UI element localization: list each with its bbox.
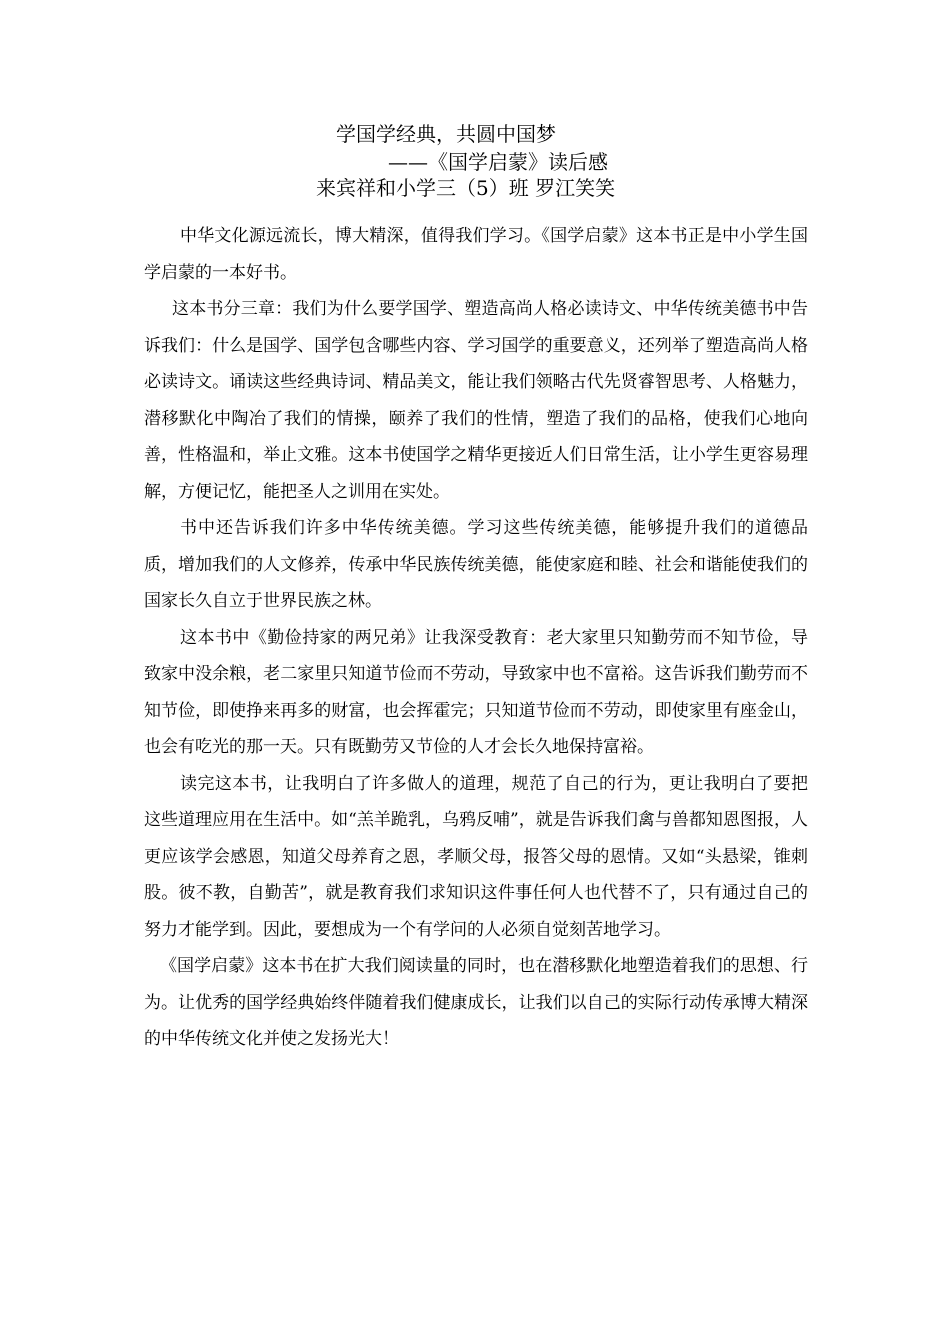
paragraph: 这本书分三章：我们为什么要学国学、塑造高尚人格必读诗文、中华传统美德书中告诉我们：什么是国学、国学包含哪些内容、学习国学的重要意义，还列举了塑造高尚人格必读诗文。诵读这些经典诗词、精品美文，能让我们领略古代先贤睿智思考、人格魅力，潜移默化中陶冶了我们的情操，颐养了我们的性情，塑造了我们的品格，使我们心地向善，性格温和，举止文雅。这本书使国学之精华更接近人们日常生活，让小学生更容易理解，方便记忆，能把圣人之训用在实处。 <box>144 299 808 502</box>
paragraph: 书中还告诉我们许多中华传统美德。学习这些传统美德，能够提升我们的道德品质，增加我们的人文修养，传承中华民族传统美德，能使家庭和睦、社会和谐能使我们的国家长久自立于世界民族之林。 <box>144 518 808 611</box>
document-title: 学国学经典，共圆中国梦 <box>336 122 556 146</box>
paragraph: 《国学启蒙》这本书在扩大我们阅读量的同时，也在潜移默化地塑造着我们的思想、行为。让优秀的国学经典始终伴随着我们健康成长，让我们以自己的实际行动传承博大精深的中华传统文化并使之发扬光大！ <box>144 956 808 1049</box>
essay-body <box>144 218 808 1058</box>
author-line: 来宾祥和小学三（5）班 罗江笑笑 <box>316 176 616 200</box>
paragraph: 这本书中《勤俭持家的两兄弟》让我深受教育：老大家里只知勤劳而不知节俭，导致家中没余粮，老二家里只知道节俭而不劳动，导致家中也不富裕。这告诉我们勤劳而不知节俭，即使挣来再多的财富，也会挥霍完；只知道节俭而不劳动，即使家里有座金山，也会有吃光的那一天。只有既勤劳又节俭的人才会长久地保持富裕。 <box>144 627 808 757</box>
document-subtitle: ——《国学启蒙》读后感 <box>388 150 608 174</box>
paragraph: 读完这本书，让我明白了许多做人的道理，规范了自己的行为，更让我明白了要把这些道理应用在生活中。如“羔羊跪乳，乌鸦反哺”，就是告诉我们禽与兽都知恩图报，人更应该学会感恩，知道父母养育之恩，孝顺父母，报答父母的恩情。又如“头悬梁，锥刺股。彼不教，自勤苦”，就是教育我们求知识这件事任何人也代替不了，只有通过自己的努力才能学到。因此，要想成为一个有学问的人必须自觉刻苦地学习。 <box>144 773 808 940</box>
paragraph: 中华文化源远流长，博大精深，值得我们学习。《国学启蒙》这本书正是中小学生国学启蒙的一本好书。 <box>144 226 808 283</box>
